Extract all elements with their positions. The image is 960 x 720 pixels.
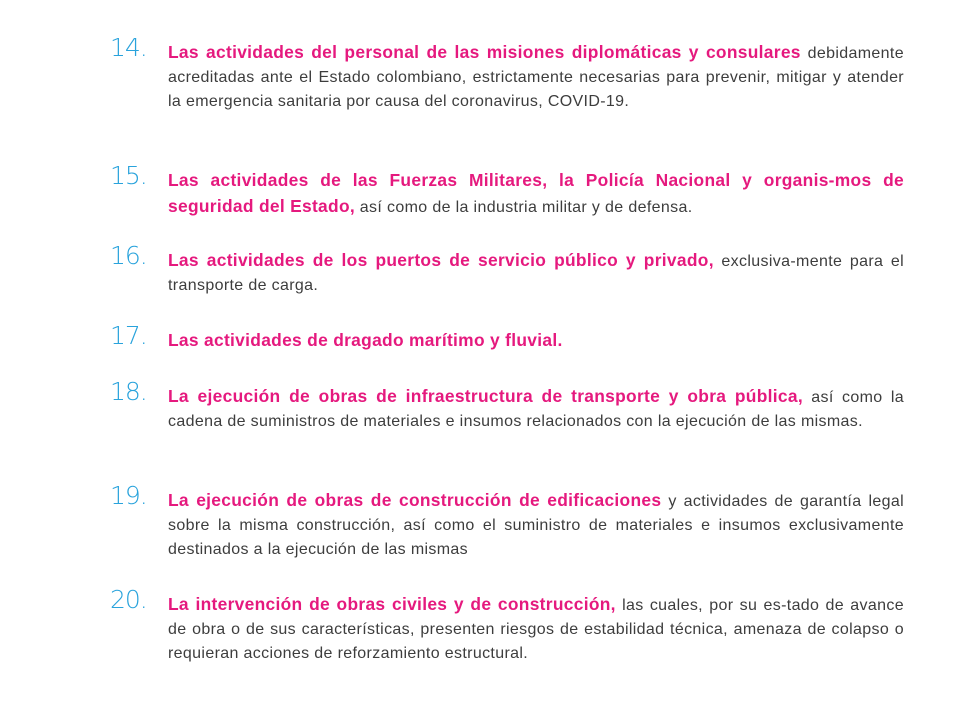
item-body bbox=[168, 488, 904, 562]
item-body bbox=[168, 168, 904, 220]
item-number: 17. bbox=[110, 321, 147, 350]
item-body bbox=[168, 384, 904, 434]
item-body bbox=[168, 40, 904, 114]
item-highlight: Las actividades de los puertos de servicio público y privado, bbox=[168, 250, 714, 270]
item-number: 15. bbox=[110, 161, 147, 190]
item-number: 16. bbox=[110, 241, 147, 270]
item-text: y actividades de garantía legal sobre la misma construcción, así como el suministro de materiales e insumos exclusivamente destinados a la ejecución de las mismas bbox=[168, 493, 904, 558]
item-highlight: Las actividades de las Fuerzas Militares, la Policía Nacional y organis-mos de seguridad del Estado, bbox=[168, 170, 904, 216]
item-text: así como la cadena de suministros de materiales e insumos relacionados con la ejecución de las mismas. bbox=[168, 389, 904, 430]
item-body bbox=[168, 328, 904, 354]
item-text: las cuales, por su es-tado de avance de obra o de sus características, presenten riesgos de estabilidad técnica, amenaza de colapso o requieran acciones de reforzamiento estructural. bbox=[168, 597, 904, 662]
item-body bbox=[168, 248, 904, 298]
item-text: debidamente acreditadas ante el Estado colombiano, estrictamente necesarias para prevenir, mitigar y atender la emergencia sanitaria por causa del coronavirus, COVID-19. bbox=[168, 45, 904, 110]
item-number: 20. bbox=[110, 585, 147, 614]
item-body bbox=[168, 592, 904, 666]
item-text: así como de la industria militar y de defensa. bbox=[355, 199, 693, 216]
item-number: 18. bbox=[110, 377, 147, 406]
item-highlight: Las actividades de dragado marítimo y fluvial. bbox=[168, 330, 563, 350]
item-text: exclusiva-mente para el transporte de carga. bbox=[168, 253, 904, 294]
item-highlight: La ejecución de obras de construcción de edificaciones bbox=[168, 490, 662, 510]
item-highlight: Las actividades del personal de las misiones diplomáticas y consulares bbox=[168, 42, 801, 62]
item-highlight: La intervención de obras civiles y de construcción, bbox=[168, 594, 616, 614]
item-number: 14. bbox=[110, 33, 147, 62]
item-highlight: La ejecución de obras de infraestructura de transporte y obra pública, bbox=[168, 386, 803, 406]
item-number: 19. bbox=[110, 481, 147, 510]
